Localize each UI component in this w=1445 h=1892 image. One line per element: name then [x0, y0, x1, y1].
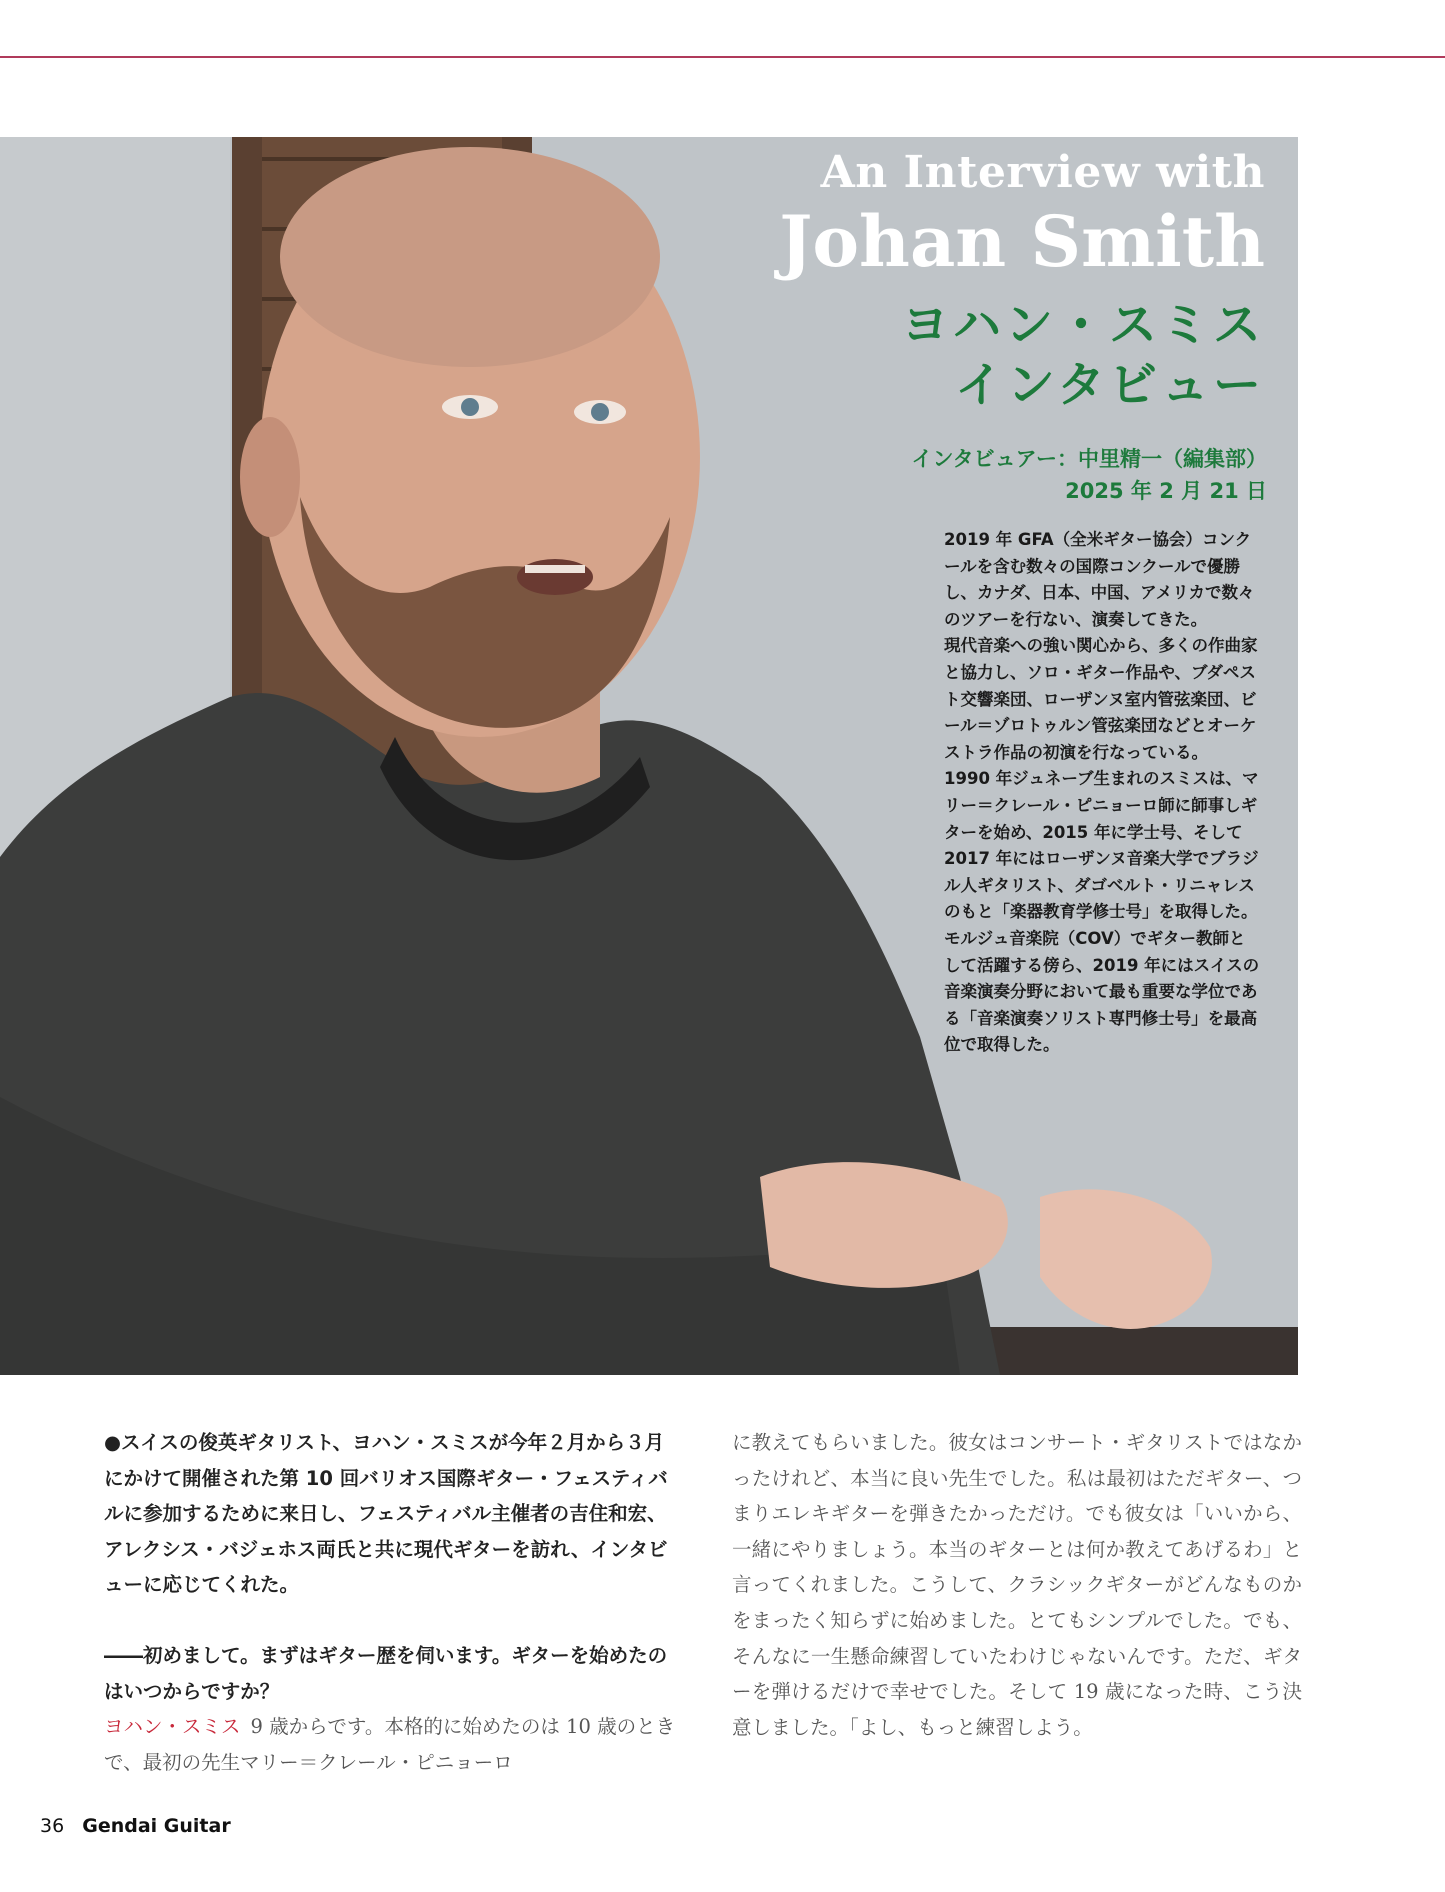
interview-date: 2025 年 2 月 21 日 — [1065, 479, 1267, 503]
title-english-name: Johan Smith — [779, 200, 1265, 283]
speaker-name: ヨハン・スミス — [104, 1715, 241, 1739]
title-english-line1: An Interview with — [820, 147, 1265, 198]
interview-answer — [104, 1709, 676, 1780]
answer-text: 9 歳からです。本格的に始めたのは 10 歳のときで、最初の先生マリー＝クレール・ピニョーロ — [104, 1715, 676, 1774]
page-number: 36 — [40, 1815, 65, 1837]
interviewer-name: インタビュアー：中里精一（編集部） — [911, 447, 1267, 471]
bio-paragraph: 現代音楽への強い関心から、多くの作曲家と協力し、ソロ・ギター作品や、ブダペスト交響楽団、ローザンヌ室内管弦楽団、ビール＝ゾロトゥルン管弦楽団などとオーケストラ作品の初演を行なっている。 — [944, 636, 1258, 762]
interviewer-info — [911, 443, 1267, 507]
body-column-right — [732, 1425, 1302, 1745]
title-japanese — [901, 295, 1265, 415]
magazine-name: Gendai Guitar — [82, 1815, 231, 1837]
interview-question: ――初めまして。まずはギター歴を伺います。ギターを始めたのはいつからですか？ — [104, 1643, 668, 1703]
page-footer — [40, 1815, 231, 1837]
bio-paragraph: 2019 年 GFA（全米ギター協会）コンクールを含む数々の国際コンクールで優勝し、カナダ、日本、中国、アメリカで数々のツアーを行ない、演奏してきた。 — [944, 530, 1255, 629]
answer-continuation: に教えてもらいました。彼女はコンサート・ギタリストではなかったけれど、本当に良い先生でした。私は最初はただギター、つまりエレキギターを弾きたかっただけ。でも彼女は「いいから、一緒にやりましょう。本当のギターとは何か教えてあげるわ」と言ってくれました。こうして、クラシックギターがどんなものかをまったく知らずに始めました。とてもシンプルでした。でも、そんなに一生懸命練習していたわけじゃないんです。ただ、ギターを弾けるだけで幸せでした。そして 19 歳になった時、こう決意しました。「よし、もっと練習しよう。 — [732, 1431, 1302, 1739]
title-japanese-line1: ヨハン・スミス — [900, 297, 1265, 353]
bio-paragraph: 1990 年ジュネーブ生まれのスミスは、マリー＝クレール・ピニョーロ師に師事しギターを始め、2015 年に学士号、そして 2017 年にはローザンヌ音楽大学でブラジル人ギタリスト、ダゴベルト・リニャレスのもと「楽器教育学修士号」を取得した。モルジュ音楽院（COV）でギター教師として活躍する傍ら、2019 年にはスイスの音楽演奏分野において最も重要な学位である「音楽演奏ソリスト専門修士号」を最高位で取得した。 — [944, 769, 1260, 1055]
title-japanese-line2: インタビュー — [954, 357, 1265, 413]
lead-paragraph: ●スイスの俊英ギタリスト、ヨハン・スミスが今年２月から３月にかけて開催された第 10 回バリオス国際ギター・フェスティバルに参加するために来日し、フェスティバル主催者の吉住和宏、アレクシス・バジェホス両氏と共に現代ギターを訪れ、インタビューに応じてくれた。 — [104, 1431, 668, 1597]
top-rule — [0, 56, 1445, 58]
body-column-left — [104, 1425, 676, 1780]
biography — [944, 527, 1262, 1059]
